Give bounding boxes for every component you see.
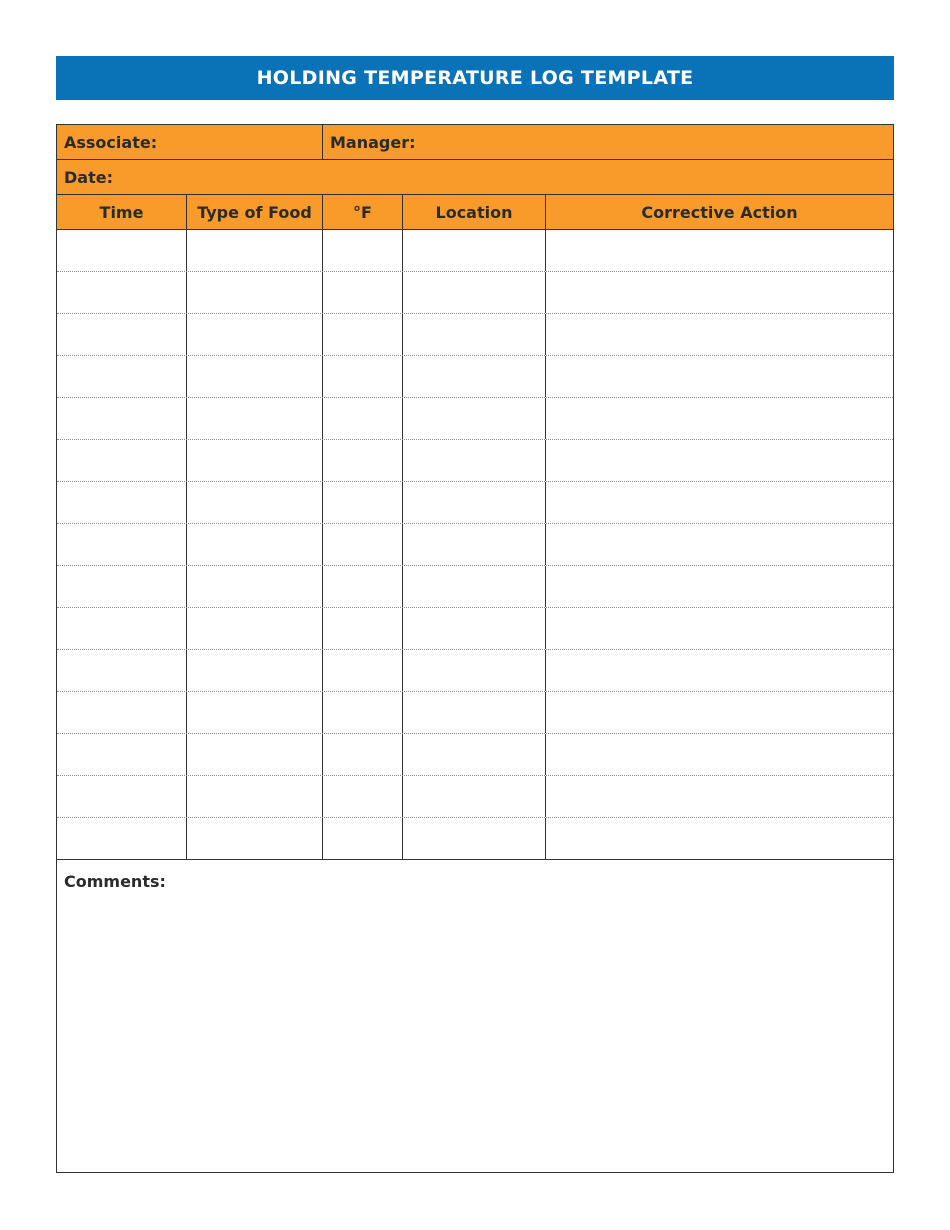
comments-area[interactable]: [57, 860, 893, 1172]
corrective-action-cell[interactable]: [546, 356, 893, 397]
location-cell[interactable]: [403, 356, 546, 397]
time-cell[interactable]: [57, 818, 187, 859]
table-row: [57, 440, 893, 482]
temperature-cell[interactable]: [323, 440, 403, 481]
corrective-action-cell[interactable]: [546, 440, 893, 481]
date-field[interactable]: [57, 160, 893, 194]
time-cell[interactable]: [57, 776, 187, 817]
location-cell[interactable]: [403, 608, 546, 649]
temperature-cell[interactable]: [323, 734, 403, 775]
corrective-action-cell[interactable]: [546, 398, 893, 439]
location-cell[interactable]: [403, 524, 546, 565]
location-cell[interactable]: [403, 272, 546, 313]
page-title: HOLDING TEMPERATURE LOG TEMPLATE: [56, 56, 894, 100]
time-cell[interactable]: [57, 734, 187, 775]
temperature-cell[interactable]: [323, 398, 403, 439]
table-row: [57, 734, 893, 776]
manager-field[interactable]: [323, 125, 893, 159]
temperature-cell[interactable]: [323, 776, 403, 817]
corrective-action-cell[interactable]: [546, 608, 893, 649]
temperature-cell[interactable]: [323, 818, 403, 859]
temperature-cell[interactable]: [323, 608, 403, 649]
location-cell[interactable]: [403, 566, 546, 607]
temperature-cell[interactable]: [323, 650, 403, 691]
type-of-food-cell[interactable]: [187, 356, 323, 397]
type-of-food-cell[interactable]: [187, 734, 323, 775]
column-header-time: Time: [57, 195, 187, 229]
temperature-cell[interactable]: [323, 482, 403, 523]
time-cell[interactable]: [57, 482, 187, 523]
location-cell[interactable]: [403, 818, 546, 859]
type-of-food-cell[interactable]: [187, 314, 323, 355]
corrective-action-cell[interactable]: [546, 524, 893, 565]
table-row: [57, 692, 893, 734]
type-of-food-cell[interactable]: [187, 650, 323, 691]
type-of-food-cell[interactable]: [187, 566, 323, 607]
location-cell[interactable]: [403, 398, 546, 439]
table-row: [57, 524, 893, 566]
corrective-action-cell[interactable]: [546, 314, 893, 355]
corrective-action-cell[interactable]: [546, 692, 893, 733]
temperature-cell[interactable]: [323, 272, 403, 313]
temperature-cell[interactable]: [323, 524, 403, 565]
location-cell[interactable]: [403, 776, 546, 817]
temperature-log-form: [56, 124, 894, 1173]
column-header-corrective-action: Corrective Action: [641, 202, 798, 222]
corrective-action-cell[interactable]: [546, 272, 893, 313]
table-row: [57, 356, 893, 398]
table-row: [57, 230, 893, 272]
time-cell[interactable]: [57, 230, 187, 271]
table-row: [57, 608, 893, 650]
location-cell[interactable]: [403, 692, 546, 733]
type-of-food-cell[interactable]: [187, 692, 323, 733]
type-of-food-cell[interactable]: [187, 398, 323, 439]
time-cell[interactable]: [57, 440, 187, 481]
time-cell[interactable]: [57, 356, 187, 397]
temperature-cell[interactable]: [323, 314, 403, 355]
date-label: Date:: [64, 167, 113, 187]
type-of-food-cell[interactable]: [187, 482, 323, 523]
location-cell[interactable]: [403, 650, 546, 691]
time-cell[interactable]: [57, 566, 187, 607]
corrective-action-cell[interactable]: [546, 734, 893, 775]
corrective-action-cell[interactable]: [546, 566, 893, 607]
time-cell[interactable]: [57, 692, 187, 733]
temperature-cell[interactable]: [323, 230, 403, 271]
comments-label: Comments:: [64, 872, 166, 891]
time-cell[interactable]: [57, 272, 187, 313]
table-row: [57, 482, 893, 524]
associate-field[interactable]: [57, 125, 323, 159]
location-cell[interactable]: [403, 230, 546, 271]
location-cell[interactable]: [403, 734, 546, 775]
location-cell[interactable]: [403, 482, 546, 523]
column-header-temperature: °F: [323, 195, 403, 229]
type-of-food-cell[interactable]: [187, 608, 323, 649]
location-cell[interactable]: [403, 314, 546, 355]
type-of-food-cell[interactable]: [187, 272, 323, 313]
type-of-food-cell[interactable]: [187, 524, 323, 565]
associate-manager-row: [57, 125, 893, 160]
associate-label: Associate:: [64, 132, 158, 152]
time-cell[interactable]: [57, 650, 187, 691]
log-entries: [57, 230, 893, 860]
manager-label: Manager:: [330, 132, 416, 152]
type-of-food-cell[interactable]: [187, 440, 323, 481]
corrective-action-cell[interactable]: [546, 482, 893, 523]
time-cell[interactable]: [57, 524, 187, 565]
table-row: [57, 818, 893, 860]
column-header-location: Location: [403, 195, 546, 229]
corrective-action-cell[interactable]: [546, 230, 893, 271]
time-cell[interactable]: [57, 608, 187, 649]
corrective-action-cell[interactable]: [546, 776, 893, 817]
corrective-action-cell[interactable]: [546, 650, 893, 691]
type-of-food-cell[interactable]: [187, 818, 323, 859]
table-row: [57, 272, 893, 314]
column-header-type-of-food: Type of Food: [187, 195, 323, 229]
table-row: [57, 650, 893, 692]
time-cell[interactable]: [57, 314, 187, 355]
temperature-cell[interactable]: [323, 692, 403, 733]
temperature-cell[interactable]: [323, 356, 403, 397]
table-header-row: [57, 195, 893, 230]
type-of-food-cell[interactable]: [187, 776, 323, 817]
time-cell[interactable]: [57, 398, 187, 439]
temperature-cell[interactable]: [323, 566, 403, 607]
date-row: [57, 160, 893, 195]
table-row: [57, 314, 893, 356]
corrective-action-cell[interactable]: [546, 818, 893, 859]
type-of-food-cell[interactable]: [187, 230, 323, 271]
table-row: [57, 398, 893, 440]
table-row: [57, 566, 893, 608]
table-row: [57, 776, 893, 818]
location-cell[interactable]: [403, 440, 546, 481]
